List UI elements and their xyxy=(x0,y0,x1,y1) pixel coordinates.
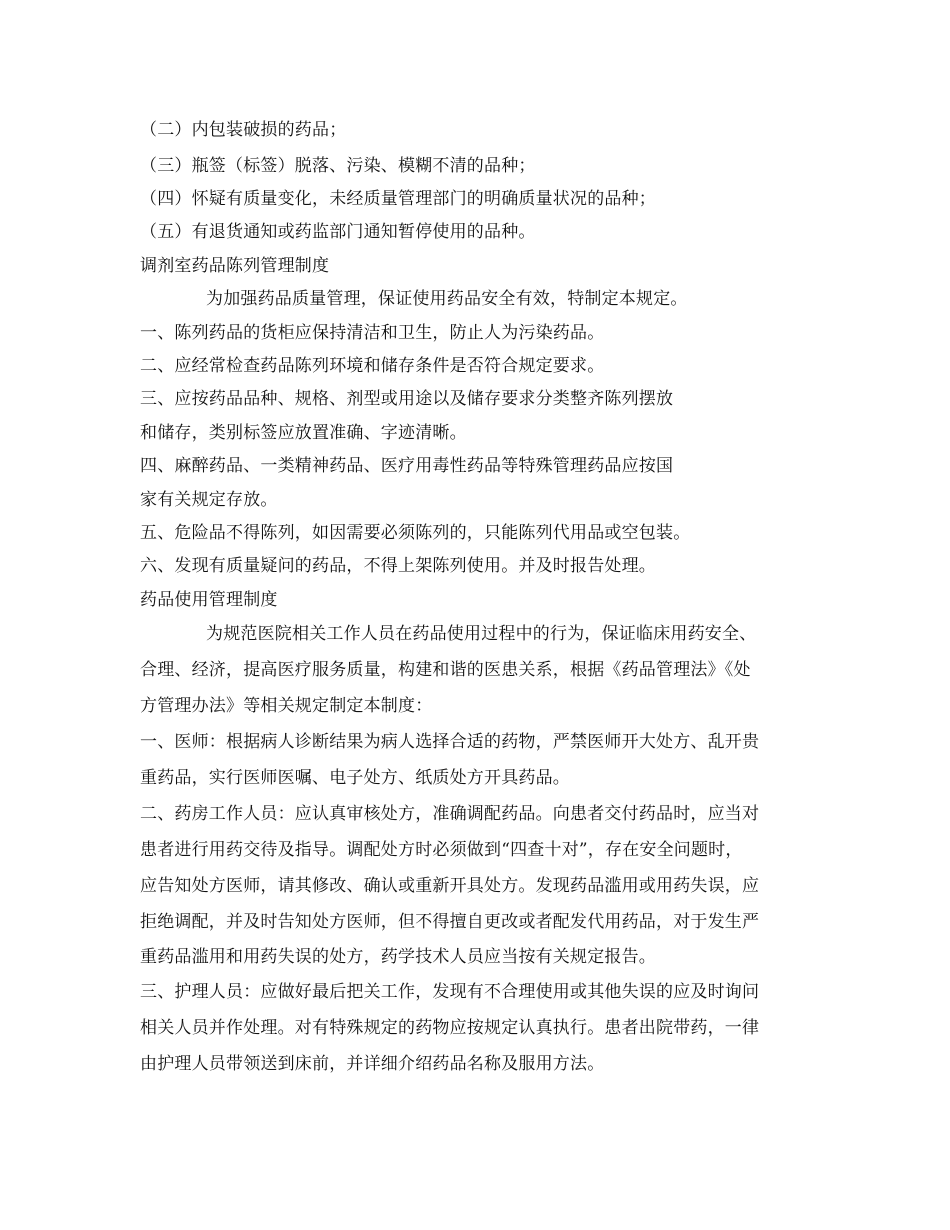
text-line: 一、陈列药品的货柜应保持清洁和卫生，防止人为污染药品。 xyxy=(140,323,605,343)
text-line: 重药品，实行医师医嘱、电子处方、纸质处方开具药品。 xyxy=(140,768,570,788)
text-line: （三）瓶签（标签）脱落、污染、模糊不清的品种； xyxy=(140,156,536,176)
text-line: 合理、经济，提高医疗服务质量，构建和谐的医患关系，根据《药品管理法》《处 xyxy=(140,660,751,680)
text-line: 家有关规定存放。 xyxy=(140,490,278,510)
text-line: 六、发现有质量疑问的药品，不得上架陈列使用。并及时报告处理。 xyxy=(140,556,656,576)
text-line: 重药品滥用和用药失误的处方，药学技术人员应当按有关规定报告。 xyxy=(140,947,656,967)
text-line: 五、危险品不得陈列，如因需要必须陈列的，只能陈列代用品或空包装。 xyxy=(140,523,691,543)
text-line: 四、麻醉药品、一类精神药品、医疗用毒性药品等特殊管理药品应按国 xyxy=(140,456,674,476)
text-line: 三、护理人员：应做好最后把关工作，发现有不合理使用或其他失误的应及时询问 xyxy=(140,982,760,1002)
text-line: 二、应经常检查药品陈列环境和储存条件是否符合规定要求。 xyxy=(140,356,605,376)
text-line: （二）内包装破损的药品； xyxy=(140,120,347,140)
text-line: 三、应按药品品种、规格、剂型或用途以及储存要求分类整齐陈列摆放 xyxy=(140,389,674,409)
text-line: 应告知处方医师，请其修改、确认或重新开具处方。发现药品滥用或用药失误，应 xyxy=(140,876,760,896)
text-line: （五）有退货通知或药监部门通知暂停使用的品种。 xyxy=(140,222,536,242)
text-line: 患者进行用药交待及指导。调配处方时必须做到“四查十对”，存在安全问题时， xyxy=(140,840,743,860)
text-line: （四）怀疑有质量变化，未经质量管理部门的明确质量状况的品种； xyxy=(140,189,656,209)
text-line: 二、药房工作人员：应认真审核处方，准确调配药品。向患者交付药品时，应当对 xyxy=(140,804,760,824)
text-line: 和储存，类别标签应放置准确、字迹清晰。 xyxy=(140,423,467,443)
text-line: 一、医师：根据病人诊断结果为病人选择合适的药物，严禁医师开大处方、乱开贵 xyxy=(140,732,760,752)
text-line: 相关人员并作处理。对有特殊规定的药物应按规定认真执行。患者出院带药，一律 xyxy=(140,1018,760,1038)
text-line: 由护理人员带领送到床前，并详细介绍药品名称及服用方法。 xyxy=(140,1054,605,1074)
text-line: 为加强药品质量管理，保证使用药品安全有效，特制定本规定。 xyxy=(206,289,688,309)
section-heading: 调剂室药品陈列管理制度 xyxy=(140,256,330,276)
text-line: 为规范医院相关工作人员在药品使用过程中的行为，保证临床用药安全、 xyxy=(206,624,757,644)
text-line: 拒绝调配，并及时告知处方医师，但不得擅自更改或者配发代用药品，对于发生严 xyxy=(140,912,760,932)
section-heading: 药品使用管理制度 xyxy=(140,590,278,610)
text-line: 方管理办法》等相关规定制定本制度： xyxy=(140,696,433,716)
